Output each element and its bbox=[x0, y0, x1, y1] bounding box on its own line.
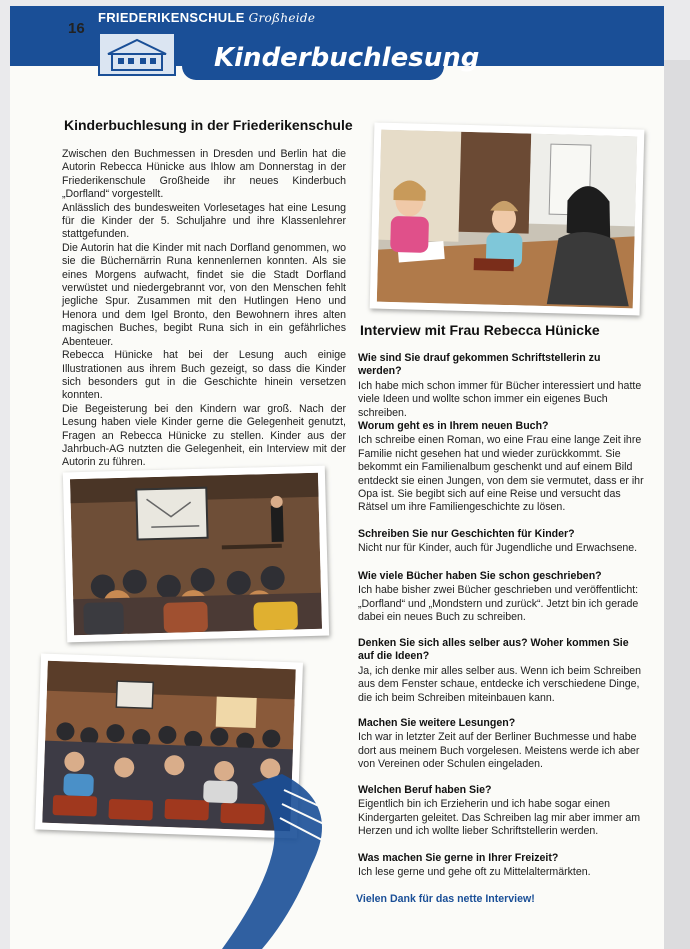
page-headline: Kinderbuchlesung bbox=[214, 43, 480, 73]
article-paragraph-5: Die Begeisterung bei den Kindern war groß. Nach der Lesung haben viele Kinder gerne die Gelegenheit genutzt, Fragen an Rebecca Hünicke zu stellen. Kinder aus der Jahrbuch-AG nutzten die Gelegenheit, ein Interview mit der Autorin zu führen. bbox=[62, 402, 346, 469]
qa-block-3 bbox=[358, 528, 644, 556]
qa-question: Schreiben Sie nur Geschichten für Kinder? bbox=[358, 528, 575, 540]
qa-answer: Nicht nur für Kinder, auch für Jugendliche und Erwachsene. bbox=[358, 542, 638, 555]
article-paragraph-2: Anlässlich des bundesweiten Vorlesetages hat eine Lesung für die Kinder der 5. Schuljahre und ihre Klassenlehrer stattgefunden. bbox=[62, 201, 346, 241]
article-paragraph-3: Die Autorin hat die Kinder mit nach Dorfland genommen, wo sie die Büchernärrin Runa kennenlernen konnten. Als sie eines Morgens aufwacht, findet sie die Stadt Dorfland verwüstet und niedergebrannt vor, von den Menschen fehlt jegliche Spur. Zusammen mit den Hutlingen Heno und Henora und dem Igel Bronto, den Bewohnern ihres alten magischen Buches, begibt Runa sich in ein gefährliches Abenteuer. bbox=[62, 241, 346, 348]
interview-title: Interview mit Frau Rebecca Hünicke bbox=[360, 322, 600, 338]
qa-block-8 bbox=[358, 852, 644, 880]
qa-question: Was machen Sie gerne in Ihrer Freizeit? bbox=[358, 852, 559, 864]
article-paragraph-4: Rebecca Hünicke hat bei der Lesung auch einige Illustrationen aus ihrem Buch gezeigt, so dass die Kinder sich besonders gut in die Geschichte hinein versetzen konnten. bbox=[62, 349, 346, 402]
qa-block-2 bbox=[358, 420, 644, 515]
article-paragraph-1: Zwischen den Buchmessen in Dresden und Berlin hat die Autorin Rebecca Hünicke aus Ihlow am Donnerstag in der Friederikenschule Großheide ihr neues Kinderbuch „Dorfland“ vorgestellt. bbox=[62, 148, 346, 201]
photo-author-with-children bbox=[370, 122, 645, 315]
qa-answer: Ja, ich denke mir alles selber aus. Wenn ich beim Schreiben aus dem Fenster schaue, entdecke ich verschiedene Dinge, die ich beim Schreiben miteinbauen kann. bbox=[358, 664, 642, 704]
closing-thanks: Vielen Dank für das nette Interview! bbox=[356, 893, 535, 905]
photo-reading-hall bbox=[63, 466, 329, 643]
article-title: Kinderbuchlesung in der Friederikenschule bbox=[64, 117, 353, 133]
qa-block-7 bbox=[358, 784, 644, 839]
decorative-brush-swoosh bbox=[222, 774, 362, 949]
qa-question: Welchen Beruf haben Sie? bbox=[358, 784, 492, 796]
school-name: FRIEDERIKENSCHULE Großheide bbox=[98, 10, 316, 25]
qa-answer: Ich war in letzter Zeit auf der Berliner Buchmesse und habe dort aus meinem Buch vorgelesen. Meistens werde ich aber von Vereinen oder Schulen eingeladen. bbox=[358, 731, 640, 771]
qa-block-5 bbox=[358, 637, 644, 705]
qa-question: Denken Sie sich alles selber aus? Woher kommen Sie auf die Ideen? bbox=[358, 637, 629, 663]
qa-question: Wie sind Sie drauf gekommen Schriftstellerin zu werden? bbox=[358, 352, 601, 378]
qa-question: Machen Sie weitere Lesungen? bbox=[358, 717, 516, 729]
qa-answer: Ich habe mich schon immer für Bücher interessiert und hatte viele Ideen und wollte schon immer ein eigenes Buch schreiben. bbox=[358, 379, 642, 419]
school-building-logo bbox=[98, 32, 176, 76]
page-number: 16 bbox=[68, 20, 85, 37]
school-location: Großheide bbox=[248, 11, 316, 25]
qa-block-4 bbox=[358, 570, 644, 625]
qa-question: Wie viele Bücher haben Sie schon geschrieben? bbox=[358, 570, 602, 582]
qa-question: Worum geht es in Ihrem neuen Buch? bbox=[358, 420, 549, 432]
qa-block-6 bbox=[358, 717, 644, 772]
qa-answer: Ich schreibe einen Roman, wo eine Frau eine lange Zeit ihre Familie nicht gesehen hat und wieder zurückkommt. Sie bekommt ein Familienalbum geschenkt und auf einem Bild entdeckt sie einen Jungen, von dem sie vermutet, dass er ihr Opa ist. Sie begibt sich auf eine Reise und versucht das Rätsel um ihre Familiengeschichte zu lösen. bbox=[358, 434, 644, 514]
article-body bbox=[62, 148, 346, 470]
qa-block-1 bbox=[358, 352, 644, 420]
qa-answer: Eigentlich bin ich Erzieherin und ich habe sogar einen Kindergarten geleitet. Das Schreiben lag mir aber immer am Herzen und ich wollte lieber Schriftstellerin werden. bbox=[358, 798, 641, 838]
qa-answer: Ich lese gerne und gehe oft zu Mittelaltermärkten. bbox=[358, 866, 591, 879]
qa-answer: Ich habe bisher zwei Bücher geschrieben und veröffentlicht: „Dorfland“ und „Mondstern und zurück“. Jetzt bin ich gerade dabei ein neues Buch zu schreiben. bbox=[358, 584, 639, 624]
